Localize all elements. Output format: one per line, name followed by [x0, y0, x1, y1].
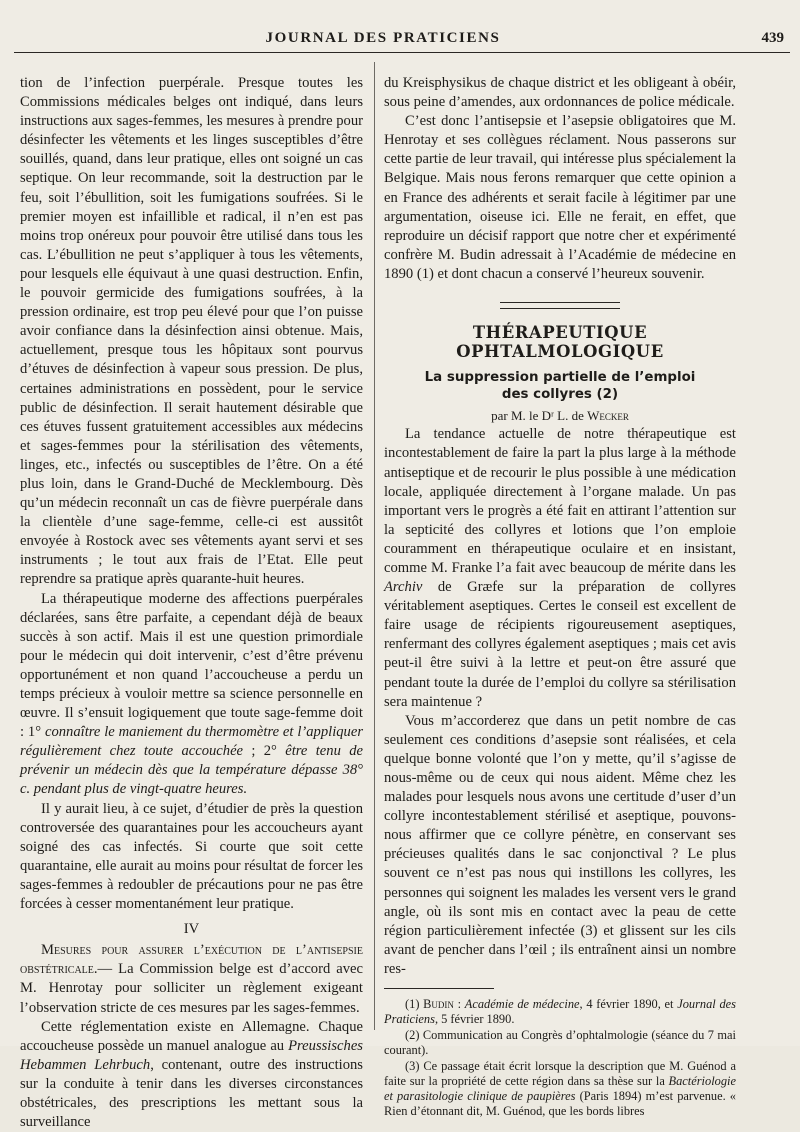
- right-paragraph-3-start: La tendance actuelle de notre thérapeutique est incontestablement de faire la part la plus large à la méthode antiseptique et de recourir le plus possible à une médication locale, appliquée directement à l’organe malade. Un pas important vers le progrès a été fait en attirant l’attention sur la septicité des collyres et lotions que l’on emploie couramment en thérapeutique oculaire et en insistant, comme M. Franke l’a fait avec beaucoup de mérite dans les: [384, 426, 736, 576]
- right-paragraph-4: Vous m’accorderez que dans un petit nombre de cas seulement ces conditions d’asepsie sont réalisées, et cela quelque bonne volonté que l’on y mette, qu’il s’agisse de nous-même ou de ceux qui nous aident. Même chez les malades pour lesquels nous avons une certitude d’user d’un collyre incontestablement stérilisé et aseptique, pouvons-nous affirmer que ce collyre pénètre, en conservant ses précieuses qualités dans le sac conjonctival ? Le plus souvent ce n’est pas nous qui instillons les collyres, les personnes qui soignent les malades les versent vers le grand angle, où ils sont mis en contact avec la peau de cette région particulièrement infectée (3) et glissent sur les cils avant de pencher dans l’œil ; ils entraînent ainsi un nombre res-: [384, 712, 736, 977]
- footnote-3-end: (Paris 1894) m’est parvenue. « Rien d’étonnant dit, M. Guénod, que les bords libres: [384, 1089, 737, 1119]
- right-paragraph-3-end: de Græfe sur la préparation de collyres véritablement aseptiques. Certes le conseil est excellent de faire usage de récipients rigoureusement aseptiques, renfermant des collyres également aseptiques ; mais cet avis peut-il être suivi à la lettre et peut-on être assuré que pendant toute la durée de l’emploi du collyre sa stérilisation sera maintenue ?: [384, 579, 736, 710]
- article-title-line-2: des collyres (2): [501, 387, 619, 403]
- left-paragraph-1: tion de l’infection puerpérale. Presque toutes les Commissions médicales belges ont indiqué, dans leurs instructions aux sages-femmes, les mesures à prendre pour désinfecter les vêtements et les linges susceptibles d’être souillés, quand, dans leur pratique, elles ont soigné un cas septique. On leur recommande, soit la destruction par le feu, soit l’ébullition, soit les fumigations soufrées. Si le premier moyen est infaillible et radical, il n’en est pas moins trop onéreux pour pouvoir être utilisé dans tous les cas. L’ébullition ne peut s’appliquer à tous les vêtements, pour lesquels elle équivaut à une quasi destruction. Enfin, le pouvoir germicide des fumigations soufrées, à la pression ordinaire, est trop peu élevé pour que l’on puisse avoir confiance dans la désinfection ainsi obtenue. Mais, actuellement, presque tous les hôpitaux sont pourvus d’étuves de désinfection à vapeur sous pression. De plus, certaines administrations en possèdent, pour le service public de désinfection. Il serait hautement désirable que ces étuves fussent gratuitement accessibles aux médecins et sages-femmes pour la stérilisation des vêtements, linges, etc., infectés ou susceptibles de l’être. On a été plus loin, dans le Grand-Duché de Mecklembourg. Dès qu’un médecin reconnaît un cas de fièvre puerpérale dans la clientèle d’une sage-femme, celle-ci est aussitôt envoyée à Rostock avec ses vêtements ayant servi et ses instruments ; le tout aux frais de l’Etat. Elle peut reprendre sa pratique après quarante-huit heures.: [20, 75, 363, 588]
- left-paragraph-4-text: — La Commission belge est d’accord avec M. Henrotay pour solliciter un règlement exigeant l’observation stricte de ces mesures par les sages-femmes.: [20, 961, 363, 1016]
- right-paragraph-2: C’est donc l’antisepsie et l’asepsie obligatoires que M. Henrotay et ses collègues réclament. Nous passerons sur cette partie de leur travail, qui intéresse plus spécialement la Belgique. Mais nous ferons remarquer que cette opinion a en France des adhérents et serait facile à légitimer par une argumentation, oiseuse ici. Elle ne ferait, en effet, que reproduire un décisif rapport que notre cher et expérimenté confrère M. Budin adressait à l’Académie de médecine en 1890 (1) et dont chacun a conservé l’heureux souvenir.: [384, 113, 736, 282]
- byline-author: Wecker: [587, 408, 629, 424]
- left-paragraph-5-italic: Preussisches Hebammen Lehrbuch: [20, 1037, 363, 1073]
- page-number: 439: [761, 30, 784, 46]
- footnote-3-italic: Bactériologie et parasitologie clinique de paupières: [384, 1074, 736, 1104]
- footnote-1-italic-2: Journal des Praticiens: [384, 997, 736, 1027]
- footnote-1-mid: , 4 février 1890, et: [579, 997, 674, 1012]
- running-head: [18, 24, 788, 52]
- right-column: [384, 74, 736, 1120]
- left-paragraph-5: [20, 1018, 363, 1132]
- header-rule: [14, 52, 790, 53]
- footnote-1-italic-1: Académie de médecine: [464, 997, 580, 1012]
- column-divider: [374, 62, 375, 1030]
- left-paragraph-2-italic-1: connaître le maniement du thermomètre et l’appliquer régulièrement chez toute accouchée: [20, 724, 364, 760]
- article-title-line-1: La suppression partielle de l’emploi: [424, 370, 696, 386]
- left-paragraph-4: [20, 941, 363, 1017]
- footnote-3: [384, 1059, 736, 1119]
- journal-title: JOURNAL DES PRATICIENS: [265, 30, 501, 46]
- footnote-2: (2) Communication au Congrès d’ophtalmologie (séance du 7 mai courant).: [384, 1028, 736, 1058]
- left-paragraph-5-end: , contenant, outre des instructions sur la conduite à tenir dans les diverses circonstances obstétricales, des prescriptions les mettant sous la surveillance: [20, 1056, 363, 1131]
- section-heading: Mesures pour assurer l’exécution de l’antisepsie obstétricale.: [20, 942, 363, 978]
- footnote-1-num: (1): [405, 997, 420, 1012]
- footnote-1: (1) Budin : Académie de médecine, 4 février 1890, et Journal des Praticiens, 5 février 1890.: [384, 997, 736, 1027]
- footnote-1-end: , 5 février 1890.: [434, 1012, 515, 1027]
- right-paragraph-3: [384, 425, 736, 711]
- footnotes: [384, 997, 736, 1119]
- left-paragraph-3: Il y aurait lieu, à ce sujet, d’étudier de près la question controversée des quarantaines pour les accoucheurs ayant soigné des cas infectés. Si courte que soit cette quarantaine, elle aurait au moins pour résultat de forcer les sages-femmes à redoubler de précautions pour ne pas être forcées à cesser momentanément leur pratique.: [20, 800, 363, 913]
- rubric-heading: THÉRAPEUTIQUE OPHTALMOLOGIQUE: [456, 323, 664, 362]
- right-paragraph-1: du Kreisphysikus de chaque district et les obligeant à obéir, sous peine d’amendes, aux ordonnances de police médicale.: [384, 75, 736, 111]
- left-column: [20, 74, 363, 1132]
- left-paragraph-5-start: Cette réglementation existe en Allemagne. Chaque accoucheuse possède un manuel analogue au: [20, 1018, 363, 1054]
- article-title: [384, 369, 736, 403]
- right-paragraph-3-italic: Archiv: [384, 579, 423, 596]
- left-paragraph-2: [20, 590, 363, 800]
- left-paragraph-2-mid: ; 2°: [243, 743, 277, 760]
- footnote-rule: [384, 988, 494, 989]
- left-paragraph-2-italic-2: être tenu de prévenir un médecin dès que la température dépasse 38° c. pendant plus de vingt-quatre heures.: [20, 743, 363, 798]
- footnote-3-start: (3) Ce passage était écrit lorsque la description que M. Guénod a faite sur la propriété de cette région dans sa thèse sur la: [384, 1059, 736, 1089]
- section-number: IV: [183, 921, 200, 938]
- left-paragraph-2-start: La thérapeutique moderne des affections puerpérales déclarées, sans être parfaite, a cependant déjà de beaux succès à son actif. Mais il est une question primordiale pour le médecin qui doit intervenir, c’est d’être prévenu opportunément et non quand l’accoucheuse a perdu un temps précieux à vouloir mettre sa science personnelle en œuvre. Il s’ensuit logiquement que toute sage-femme doit : 1°: [20, 590, 363, 741]
- byline: [384, 406, 736, 425]
- byline-prefix: par M. le Dʳ L. de: [491, 408, 584, 424]
- section-separator: [500, 302, 620, 309]
- footnote-1-author: Budin: [423, 997, 454, 1012]
